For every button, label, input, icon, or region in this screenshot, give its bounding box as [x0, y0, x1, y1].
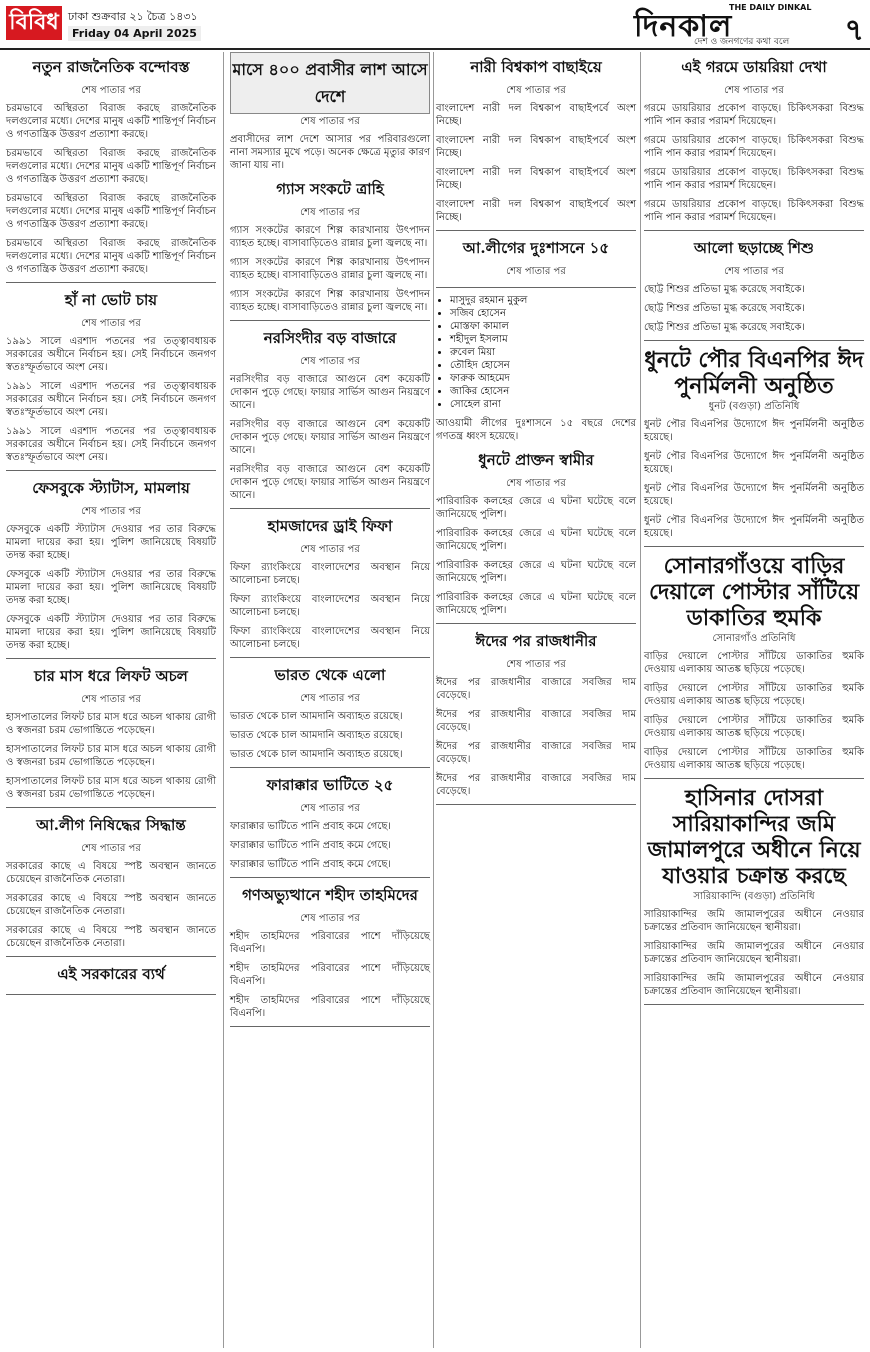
article-body: ঈদের পর রাজধানীর বাজারে সবজির দাম বেড়েছে। [436, 677, 636, 701]
article-continued-label: শেষ পাতার পর [724, 266, 784, 277]
article-body: চরমভাবে অস্থিরতা বিরাজ করছে রাজনৈতিক দলগুলোর মধ্যে। দেশের মানুষ একটি শান্তিপূর্ণ নির্বাচন ও গণতান্ত্রিক উত্তরণ প্রত্যাশা করছে। [6, 103, 216, 140]
lead-headline-box [230, 52, 430, 114]
article-body: পারিবারিক কলহের জেরে এ ঘটনা ঘটেছে বলে জানিয়েছে পুলিশ। [436, 592, 636, 616]
article-divider [644, 778, 864, 779]
article-body: শহীদ তাহমিদের পরিবারের পাশে দাঁড়িয়েছে বিএনপি। [230, 995, 430, 1019]
article [6, 477, 216, 659]
article [436, 56, 636, 231]
article-headline: নরসিংদীর বড় বাজারে [263, 329, 397, 347]
article [6, 963, 216, 995]
article-continued-label: শেষ পাতার পর [81, 85, 141, 96]
article-body: বাংলাদেশ নারী দল বিশ্বকাপ বাছাইপর্বে অংশ নিচ্ছে। [436, 103, 636, 127]
article-body: ভারত থেকে চাল আমদানি অব্যাহত রয়েছে। [230, 711, 403, 722]
article-continued-label: শেষ পাতার পর [300, 544, 360, 555]
article-body: ধুনট পৌর বিএনপির উদ্যোগে ঈদ পুনর্মিলনী অনুষ্ঠিত হয়েছে। [644, 483, 864, 507]
article-body: ধুনট পৌর বিএনপির উদ্যোগে ঈদ পুনর্মিলনী অনুষ্ঠিত হয়েছে। [644, 515, 864, 539]
article-headline: আলো ছড়াচ্ছে শিশু [694, 239, 814, 257]
article [230, 884, 430, 1027]
article-body: ১৯৯১ সালে এরশাদ পতনের পর তত্ত্বাবধায়ক সরকারের অধীনে নির্বাচন হয়। সেই নির্বাচনে জনগণ স্বতঃস্ফূর্তভাবে অংশ নেয়। [6, 336, 216, 373]
list-item: • মাসুদুর রহমান মুকুল [450, 294, 636, 307]
article-body: সারিয়াকান্দির জমি জামালপুরের অধীনে নেওয়ার চক্রান্তের প্রতিবাদ জানিয়েছেন স্থানীয়রা। [644, 973, 864, 997]
article-divider [6, 282, 216, 283]
article-body: ১৯৯১ সালে এরশাদ পতনের পর তত্ত্বাবধায়ক সরকারের অধীনে নির্বাচন হয়। সেই নির্বাচনে জনগণ স্বতঃস্ফূর্তভাবে অংশ নেয়। [6, 381, 216, 418]
article-divider [6, 994, 216, 995]
article-body: ফেসবুকে একটি স্ট্যাটাস দেওয়ার পর তার বিরুদ্ধে মামলা দায়ের করা হয়। পুলিশ জানিয়েছে বিষয়টি তদন্ত করা হচ্ছে। [6, 524, 216, 561]
column-1 [6, 52, 216, 1001]
newspaper-logo: দিনকাল [634, 9, 733, 44]
article-body: নরসিংদীর বড় বাজারে আগুনে বেশ কয়েকটি দোকান পুড়ে গেছে। ফায়ার সার্ভিস আগুন নিয়ন্ত্রণে আনে। [230, 419, 430, 456]
article [436, 237, 636, 288]
article-headline: গণঅভ্যুত্থানে শহীদ তাহমিদের [242, 886, 418, 904]
article-body: ফারাক্কার ভাটিতে পানি প্রবাহ কমে গেছে। [230, 859, 391, 870]
article-body: ছোট্ট শিশুর প্রতিভা মুগ্ধ করেছে সবাইকে। [644, 303, 805, 314]
article-headline: ধুনটে প্রাক্তন স্বামীর [478, 451, 594, 469]
article-body: গ্যাস সংকটের কারণে শিল্প কারখানায় উৎপাদন ব্যাহত হচ্ছে। বাসাবাড়িতেও রান্নার চুলা জ্বলছে না। [230, 289, 430, 313]
article-continued-label: শেষ পাতার পর [300, 803, 360, 814]
article [644, 56, 864, 231]
article-body: গ্যাস সংকটের কারণে শিল্প কারখানায় উৎপাদন ব্যাহত হচ্ছে। বাসাবাড়িতেও রান্নার চুলা জ্বলছে না। [230, 225, 430, 249]
article-body: ফারাক্কার ভাটিতে পানি প্রবাহ কমে গেছে। [230, 840, 391, 851]
article [644, 785, 864, 1005]
article-divider [6, 470, 216, 471]
article-headline: হাসিনার দোসরা সারিয়াকান্দির জমি জামালপুরে অধীনে নিয়ে যাওয়ার চক্রান্ত করছে [647, 785, 861, 889]
article-body: গরমে ডায়রিয়ার প্রকোপ বাড়ছে। চিকিৎসকরা বিশুদ্ধ পানি পান করার পরামর্শ দিয়েছেন। [644, 135, 864, 159]
list-item: • সজিব হোসেন [450, 307, 636, 320]
article-headline: ধুনটে পৌর বিএনপির ঈদ পুনর্মিলনী অনুষ্ঠিত [644, 347, 864, 399]
article-continued-label: সোনারগাঁও প্রতিনিধি [712, 633, 796, 644]
article-body: গরমে ডায়রিয়ার প্রকোপ বাড়ছে। চিকিৎসকরা বিশুদ্ধ পানি পান করার পরামর্শ দিয়েছেন। [644, 103, 864, 127]
article-body: বাড়ির দেয়ালে পোস্টার সাঁটিয়ে ডাকাতির হুমকি দেওয়ায় এলাকায় আতঙ্ক ছড়িয়ে পড়েছে। [644, 715, 864, 739]
article-body: ধুনট পৌর বিএনপির উদ্যোগে ঈদ পুনর্মিলনী অনুষ্ঠিত হয়েছে। [644, 419, 864, 443]
article-body: ধুনট পৌর বিএনপির উদ্যোগে ঈদ পুনর্মিলনী অনুষ্ঠিত হয়েছে। [644, 451, 864, 475]
article-body: বাড়ির দেয়ালে পোস্টার সাঁটিয়ে ডাকাতির হুমকি দেওয়ায় এলাকায় আতঙ্ক ছড়িয়ে পড়েছে। [644, 651, 864, 675]
name-list [450, 294, 636, 411]
tagline: দেশ ও জনগণের কথা বলে [694, 37, 790, 47]
article-body: সরকারের কাছে এ বিষয়ে স্পষ্ট অবস্থান জানতে চেয়েছেন রাজনৈতিক নেতারা। [6, 861, 216, 885]
article [644, 553, 864, 779]
article-body: বাড়ির দেয়ালে পোস্টার সাঁটিয়ে ডাকাতির হুমকি দেওয়ায় এলাকায় আতঙ্ক ছড়িয়ে পড়েছে। [644, 747, 864, 771]
article-body: চরমভাবে অস্থিরতা বিরাজ করছে রাজনৈতিক দলগুলোর মধ্যে। দেশের মানুষ একটি শান্তিপূর্ণ নির্বাচন ও গণতান্ত্রিক উত্তরণ প্রত্যাশা করছে। [6, 148, 216, 185]
list-item: • মোস্তফা কামাল [450, 320, 636, 333]
article-body: পারিবারিক কলহের জেরে এ ঘটনা ঘটেছে বলে জানিয়েছে পুলিশ। [436, 496, 636, 520]
page-number: ৭ [844, 13, 864, 48]
article-body: ঈদের পর রাজধানীর বাজারে সবজির দাম বেড়েছে। [436, 741, 636, 765]
article [644, 347, 864, 547]
masthead-right [634, 2, 864, 46]
article-divider [436, 287, 636, 288]
article-headline: এই সরকারের ব্যর্থ [57, 965, 165, 983]
article-body: নরসিংদীর বড় বাজারে আগুনে বেশ কয়েকটি দোকান পুড়ে গেছে। ফায়ার সার্ভিস আগুন নিয়ন্ত্রণে আনে। [230, 374, 430, 411]
article [6, 665, 216, 808]
column-divider [433, 52, 434, 1348]
article-headline: আ.লীগের দুঃশাসনে ১৫ [462, 239, 610, 257]
article-body: প্রবাসীদের লাশ দেশে আসার পর পরিবারগুলো নানা সমস্যার মুখে পড়ে। অনেক ক্ষেত্রে মৃত্যুর কারণ জানা যায় না। [230, 134, 430, 171]
article-headline: ফেসবুকে স্ট্যাটাস, মামলায় [32, 479, 190, 497]
article-continued-label: শেষ পাতার পর [506, 85, 566, 96]
article-headline: ফারাক্কার ভাটিতে ২৫ [266, 776, 394, 794]
article-headline: নতুন রাজনৈতিক বন্দোবস্ত [32, 58, 190, 76]
article-continued-label: ধুনট (বগুড়া) প্রতিনিধি [708, 401, 800, 412]
article-continued-label: শেষ পাতার পর [300, 693, 360, 704]
article-body: ছোট্ট শিশুর প্রতিভা মুগ্ধ করেছে সবাইকে। [644, 322, 805, 333]
article [230, 774, 430, 878]
article-body: ১৯৯১ সালে এরশাদ পতনের পর তত্ত্বাবধায়ক সরকারের অধীনে নির্বাচন হয়। সেই নির্বাচনে জনগণ স্বতঃস্ফূর্তভাবে অংশ নেয়। [6, 426, 216, 463]
article-body: ছোট্ট শিশুর প্রতিভা মুগ্ধ করেছে সবাইকে। [644, 284, 805, 295]
article-body: ফেসবুকে একটি স্ট্যাটাস দেওয়ার পর তার বিরুদ্ধে মামলা দায়ের করা হয়। পুলিশ জানিয়েছে বিষয়টি তদন্ত করা হচ্ছে। [6, 569, 216, 606]
article-continued-label: শেষ পাতার পর [81, 318, 141, 329]
article-body: ফেসবুকে একটি স্ট্যাটাস দেওয়ার পর তার বিরুদ্ধে মামলা দায়ের করা হয়। পুলিশ জানিয়েছে বিষয়টি তদন্ত করা হচ্ছে। [6, 614, 216, 651]
article-body: ফিফা র‍্যাংকিংয়ে বাংলাদেশের অবস্থান নিয়ে আলোচনা চলছে। [230, 562, 430, 586]
article-divider [644, 340, 864, 341]
article-body: বাড়ির দেয়ালে পোস্টার সাঁটিয়ে ডাকাতির হুমকি দেওয়ায় এলাকায় আতঙ্ক ছড়িয়ে পড়েছে। [644, 683, 864, 707]
article-divider [6, 658, 216, 659]
article-headline: ঈদের পর রাজধানীর [475, 632, 597, 650]
list-item: • সোহেল রানা [450, 398, 636, 411]
article-divider [230, 508, 430, 509]
article-body: চরমভাবে অস্থিরতা বিরাজ করছে রাজনৈতিক দলগুলোর মধ্যে। দেশের মানুষ একটি শান্তিপূর্ণ নির্বাচন ও গণতান্ত্রিক উত্তরণ প্রত্যাশা করছে। [6, 238, 216, 275]
list-item: • ফারুক আহমেদ [450, 372, 636, 385]
list-item: • জাকির হোসেন [450, 385, 636, 398]
article-body: পারিবারিক কলহের জেরে এ ঘটনা ঘটেছে বলে জানিয়েছে পুলিশ। [436, 528, 636, 552]
article-headline: এই গরমে ডায়রিয়া দেখা [681, 58, 827, 76]
article-continued-label: শেষ পাতার পর [81, 843, 141, 854]
article-body: নরসিংদীর বড় বাজারে আগুনে বেশ কয়েকটি দোকান পুড়ে গেছে। ফায়ার সার্ভিস আগুন নিয়ন্ত্রণে আনে। [230, 464, 430, 501]
article-continued-label: শেষ পাতার পর [300, 913, 360, 924]
article-body: গরমে ডায়রিয়ার প্রকোপ বাড়ছে। চিকিৎসকরা বিশুদ্ধ পানি পান করার পরামর্শ দিয়েছেন। [644, 199, 864, 223]
article-body: ফিফা র‍্যাংকিংয়ে বাংলাদেশের অবস্থান নিয়ে আলোচনা চলছে। [230, 626, 430, 650]
column-4 [644, 52, 864, 1011]
article-headline: গ্যাস সংকটে ত্রাহি [276, 180, 384, 198]
article-divider [644, 1004, 864, 1005]
article-body: ভারত থেকে চাল আমদানি অব্যাহত রয়েছে। [230, 749, 403, 760]
list-item: • রুবেল মিয়া [450, 346, 636, 359]
brand-english: THE DAILY DINKAL [729, 3, 812, 12]
article-body: ঈদের পর রাজধানীর বাজারে সবজির দাম বেড়েছে। [436, 709, 636, 733]
article [230, 664, 430, 768]
article-divider [644, 546, 864, 547]
article-headline: হাঁ না ভোট চায় [64, 291, 158, 309]
article-continued-label: শেষ পাতার পর [506, 478, 566, 489]
article-body: আওয়ামী লীগের দুঃশাসনে ১৫ বছরে দেশের গণতন্ত্র ধ্বংস হয়েছে। [436, 418, 636, 442]
column-3 [436, 52, 636, 811]
article-divider [230, 657, 430, 658]
article-body: পারিবারিক কলহের জেরে এ ঘটনা ঘটেছে বলে জানিয়েছে পুলিশ। [436, 560, 636, 584]
article [6, 56, 216, 283]
article-headline: মাসে ৪০০ প্রবাসীর লাশ আসে দেশে [232, 60, 428, 106]
article-body: বাংলাদেশ নারী দল বিশ্বকাপ বাছাইপর্বে অংশ নিচ্ছে। [436, 135, 636, 159]
article-divider [230, 767, 430, 768]
article-continued-label: শেষ পাতার পর [724, 85, 784, 96]
column-2 [230, 52, 430, 1033]
article-headline: হামজাদের ড্রাই ফিফা [267, 517, 393, 535]
article-headline: আ.লীগ নিষিদ্ধের সিদ্ধান্ত [36, 816, 186, 834]
article-body: সরকারের কাছে এ বিষয়ে স্পষ্ট অবস্থান জানতে চেয়েছেন রাজনৈতিক নেতারা। [6, 893, 216, 917]
article-continued-label: শেষ পাতার পর [506, 659, 566, 670]
article-body: ভারত থেকে চাল আমদানি অব্যাহত রয়েছে। [230, 730, 403, 741]
article-body: বাংলাদেশ নারী দল বিশ্বকাপ বাছাইপর্বে অংশ নিচ্ছে। [436, 167, 636, 191]
column-divider [640, 52, 641, 1348]
list-item: • শহীদুল ইসলাম [450, 333, 636, 346]
article-divider [230, 1026, 430, 1027]
article-body: সারিয়াকান্দির জমি জামালপুরের অধীনে নেওয়ার চক্রান্তের প্রতিবাদ জানিয়েছেন স্থানীয়রা। [644, 909, 864, 933]
article-continued-label: শেষ পাতার পর [81, 694, 141, 705]
masthead-left [6, 2, 226, 44]
article-body: হাসপাতালের লিফট চার মাস ধরে অচল থাকায় রোগী ও স্বজনরা চরম ভোগান্তিতে পড়েছেন। [6, 776, 216, 800]
article [436, 630, 636, 805]
article-headline: সোনারগাঁওয়ে বাড়ির দেয়ালে পোস্টার সাঁটিয়ে ডাকাতির হুমকি [648, 553, 860, 631]
article-continued-label: শেষ পাতার পর [300, 116, 360, 127]
article-body: ফারাক্কার ভাটিতে পানি প্রবাহ কমে গেছে। [230, 821, 391, 832]
article [230, 178, 430, 321]
article-divider [6, 956, 216, 957]
date-english: Friday 04 April 2025 [68, 26, 201, 41]
article-divider [436, 230, 636, 231]
article-headline: নারী বিশ্বকাপ বাছাইয়ে [470, 58, 602, 76]
article-divider [230, 877, 430, 878]
article-divider [436, 623, 636, 624]
article-body: হাসপাতালের লিফট চার মাস ধরে অচল থাকায় রোগী ও স্বজনরা চরম ভোগান্তিতে পড়েছেন। [6, 712, 216, 736]
article-body: গ্যাস সংকটের কারণে শিল্প কারখানায় উৎপাদন ব্যাহত হচ্ছে। বাসাবাড়িতেও রান্নার চুলা জ্বলছে না। [230, 257, 430, 281]
article-headline: চার মাস ধরে লিফট অচল [34, 667, 188, 685]
article-continued-label: শেষ পাতার পর [300, 356, 360, 367]
list-item: • তৌহিদ হোসেন [450, 359, 636, 372]
article-body: শহীদ তাহমিদের পরিবারের পাশে দাঁড়িয়েছে বিএনপি। [230, 963, 430, 987]
article-body: সারিয়াকান্দির জমি জামালপুরের অধীনে নেওয়ার চক্রান্তের প্রতিবাদ জানিয়েছেন স্থানীয়রা। [644, 941, 864, 965]
article-body: শহীদ তাহমিদের পরিবারের পাশে দাঁড়িয়েছে বিএনপি। [230, 931, 430, 955]
article-body: গরমে ডায়রিয়ার প্রকোপ বাড়ছে। চিকিৎসকরা বিশুদ্ধ পানি পান করার পরামর্শ দিয়েছেন। [644, 167, 864, 191]
date-bengali: ঢাকা শুক্রবার ২১ চৈত্র ১৪৩১ [68, 10, 198, 23]
masthead [0, 0, 870, 50]
article [230, 515, 430, 658]
article-divider [230, 320, 430, 321]
article [436, 449, 636, 624]
article-divider [644, 230, 864, 231]
column-divider [223, 52, 224, 1348]
article-body: চরমভাবে অস্থিরতা বিরাজ করছে রাজনৈতিক দলগুলোর মধ্যে। দেশের মানুষ একটি শান্তিপূর্ণ নির্বাচন ও গণতান্ত্রিক উত্তরণ প্রত্যাশা করছে। [6, 193, 216, 230]
article [644, 237, 864, 341]
article-continued-label: শেষ পাতার পর [81, 506, 141, 517]
article-body: ঈদের পর রাজধানীর বাজারে সবজির দাম বেড়েছে। [436, 773, 636, 797]
article-headline: ভারত থেকে এলো [274, 666, 386, 684]
article-divider [6, 807, 216, 808]
article [6, 814, 216, 957]
article-body: সরকারের কাছে এ বিষয়ে স্পষ্ট অবস্থান জানতে চেয়েছেন রাজনৈতিক নেতারা। [6, 925, 216, 949]
article-body: ফিফা র‍্যাংকিংয়ে বাংলাদেশের অবস্থান নিয়ে আলোচনা চলছে। [230, 594, 430, 618]
article [230, 327, 430, 509]
section-logo: বিবিধ [6, 6, 62, 40]
article-body: হাসপাতালের লিফট চার মাস ধরে অচল থাকায় রোগী ও স্বজনরা চরম ভোগান্তিতে পড়েছেন। [6, 744, 216, 768]
article-continued-label: শেষ পাতার পর [300, 207, 360, 218]
article-continued-label: সারিয়াকান্দি (বগুড়া) প্রতিনিধি [693, 891, 815, 902]
article-body: বাংলাদেশ নারী দল বিশ্বকাপ বাছাইপর্বে অংশ নিচ্ছে। [436, 199, 636, 223]
article-divider [436, 804, 636, 805]
article-continued-label: শেষ পাতার পর [506, 266, 566, 277]
article [6, 289, 216, 471]
